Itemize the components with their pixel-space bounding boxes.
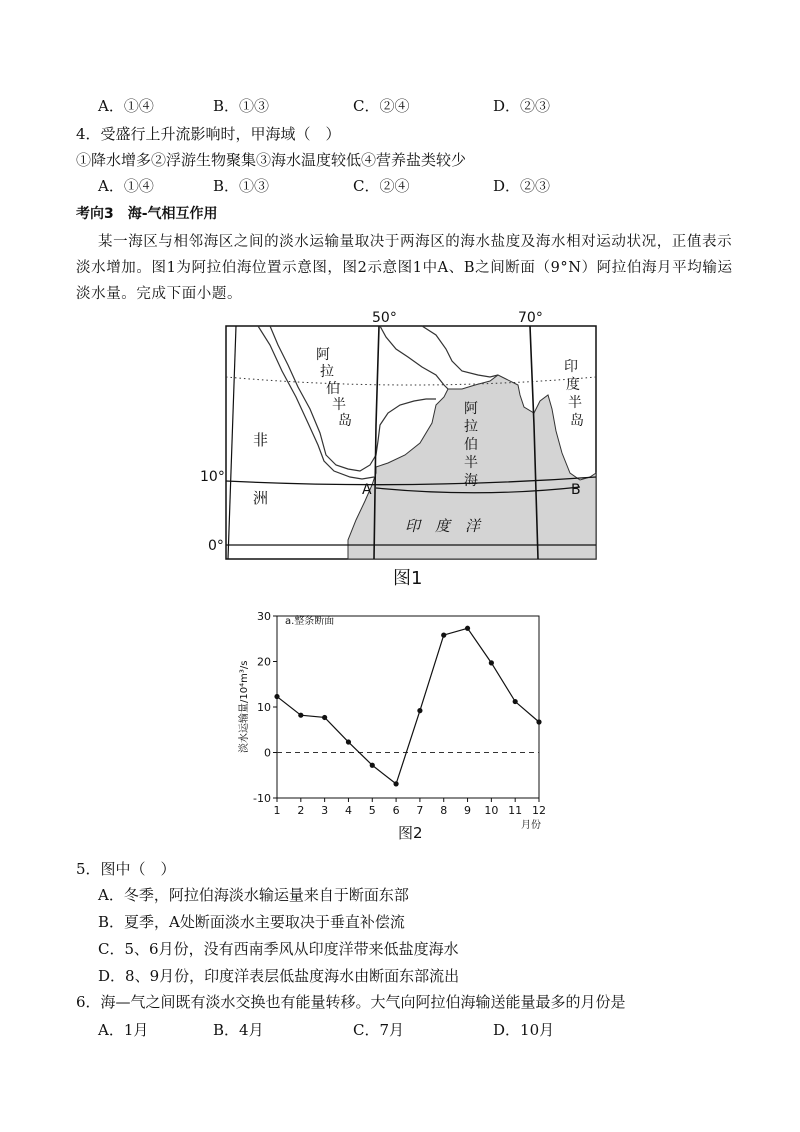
q4-option-b: B．①③ bbox=[213, 177, 270, 195]
q4-stem: 4．受盛行上升流影响时，甲海域（ ） bbox=[76, 125, 341, 143]
chart-series-label: a.整条断面 bbox=[285, 616, 335, 627]
q5-option-a: A．冬季，阿拉伯海淡水输运量来自于断面东部 bbox=[98, 886, 409, 904]
africa-label-2: 洲 bbox=[253, 489, 269, 507]
lat-0-label: 0° bbox=[208, 538, 224, 554]
intro-line-1: 某一海区与相邻海区之间的淡水运输量取决于两海区的海水盐度及海水相对运动状况，正值表示 bbox=[98, 234, 733, 250]
sea-char-1: 阿 bbox=[464, 401, 478, 417]
x-tick-label: 3 bbox=[321, 804, 329, 817]
x-tick-label: 6 bbox=[392, 804, 400, 817]
arabia-char-4: 半 bbox=[332, 397, 346, 413]
x-tick-label: 11 bbox=[508, 804, 523, 817]
x-tick-label: 10 bbox=[484, 804, 499, 817]
q6-option-c: C．7月 bbox=[353, 1021, 405, 1039]
q6-option-a: A．1月 bbox=[98, 1021, 149, 1039]
sea-char-3: 伯 bbox=[464, 437, 478, 453]
q6-option-b: B．4月 bbox=[213, 1021, 264, 1039]
arabia-char-5: 岛 bbox=[338, 413, 352, 429]
chart-ylabel: 淡水运输量/10⁴m³/s bbox=[239, 660, 250, 753]
chart-title: 图2 bbox=[398, 824, 423, 842]
arabia-char-3: 伯 bbox=[326, 381, 340, 397]
y-tick-label: 0 bbox=[264, 746, 271, 760]
chart-xlabel: 月份 bbox=[521, 820, 541, 831]
data-point bbox=[322, 715, 327, 720]
data-point bbox=[536, 719, 541, 724]
data-point bbox=[393, 781, 398, 786]
x-tick-label: 1 bbox=[273, 804, 281, 817]
data-point bbox=[489, 660, 494, 665]
q4-statements: ①降水增多②浮游生物聚集③海水温度较低④营养盐类较少 bbox=[76, 151, 467, 169]
q3-option-c: C．②④ bbox=[353, 97, 410, 115]
data-point bbox=[441, 633, 446, 638]
q4-option-c: C．②④ bbox=[353, 177, 410, 195]
data-point bbox=[298, 713, 303, 718]
x-tick-label: 9 bbox=[464, 804, 472, 817]
india-char-1: 印 bbox=[564, 359, 578, 375]
q6-stem: 6．海—气之间既有淡水交换也有能量转移。大气向阿拉伯海输送能量最多的月份是 bbox=[76, 993, 626, 1011]
q4-option-d: D．②③ bbox=[493, 177, 551, 195]
indian-ocean-label: 印 度 洋 bbox=[405, 517, 481, 535]
q3-option-d: D．②③ bbox=[493, 97, 551, 115]
x-tick-label: 5 bbox=[368, 804, 376, 817]
x-tick-label: 12 bbox=[532, 804, 546, 817]
q5-option-d: D．8、9月份，印度洋表层低盐度海水由断面东部流出 bbox=[98, 967, 460, 985]
map-figure bbox=[200, 305, 610, 590]
intro-line-2: 淡水增加。图1为阿拉伯海位置示意图，图2示意图1中A、B之间断面（9°N）阿拉伯海月平均输运 bbox=[76, 260, 733, 276]
x-tick-label: 7 bbox=[416, 804, 424, 817]
arabia-char-2: 拉 bbox=[320, 364, 334, 380]
point-b-label: B bbox=[571, 482, 581, 498]
y-tick-label: -10 bbox=[253, 792, 271, 805]
data-point bbox=[417, 708, 422, 713]
lat-10-label: 10° bbox=[200, 469, 225, 485]
x-tick-label: 8 bbox=[440, 804, 448, 817]
y-tick-label: 20 bbox=[257, 655, 271, 669]
q5-option-c: C．5、6月份，没有西南季风从印度洋带来低盐度海水 bbox=[98, 940, 459, 958]
q4-option-a: A．①④ bbox=[98, 177, 154, 195]
q5-option-b: B．夏季，A处断面淡水主要取决于垂直补偿流 bbox=[98, 913, 405, 931]
data-point bbox=[274, 694, 279, 699]
x-tick-label: 4 bbox=[344, 804, 352, 817]
sea-char-4: 半 bbox=[464, 455, 478, 471]
sea-char-5: 海 bbox=[464, 473, 478, 489]
q5-stem: 5．图中（ ） bbox=[76, 860, 176, 878]
chart-frame bbox=[277, 616, 539, 798]
data-point bbox=[346, 739, 351, 744]
y-tick-label: 30 bbox=[257, 610, 271, 623]
data-point bbox=[370, 763, 375, 768]
y-tick-label: 10 bbox=[257, 701, 271, 714]
line-chart bbox=[230, 605, 560, 845]
q6-option-d: D．10月 bbox=[493, 1021, 555, 1039]
india-char-2: 度 bbox=[566, 377, 580, 393]
data-point bbox=[513, 699, 518, 704]
arabia-char-1: 阿 bbox=[316, 347, 330, 363]
india-char-3: 半 bbox=[568, 395, 582, 411]
africa-label-1: 非 bbox=[253, 431, 269, 449]
x-tick-label: 2 bbox=[297, 804, 305, 817]
lon-70-label: 70° bbox=[518, 310, 543, 326]
lon-50-label: 50° bbox=[372, 310, 397, 326]
intro-line-3: 淡水量。完成下面小题。 bbox=[76, 286, 243, 302]
map-caption: 图1 bbox=[393, 568, 423, 589]
india-char-4: 岛 bbox=[570, 413, 584, 429]
section-title: 考向3 海-气相互作用 bbox=[76, 206, 218, 222]
point-a-label: A bbox=[362, 482, 372, 498]
data-point bbox=[465, 626, 470, 631]
q3-option-a: A．①④ bbox=[98, 97, 154, 115]
sea-char-2: 拉 bbox=[464, 419, 478, 435]
q3-option-b: B．①③ bbox=[213, 97, 270, 115]
